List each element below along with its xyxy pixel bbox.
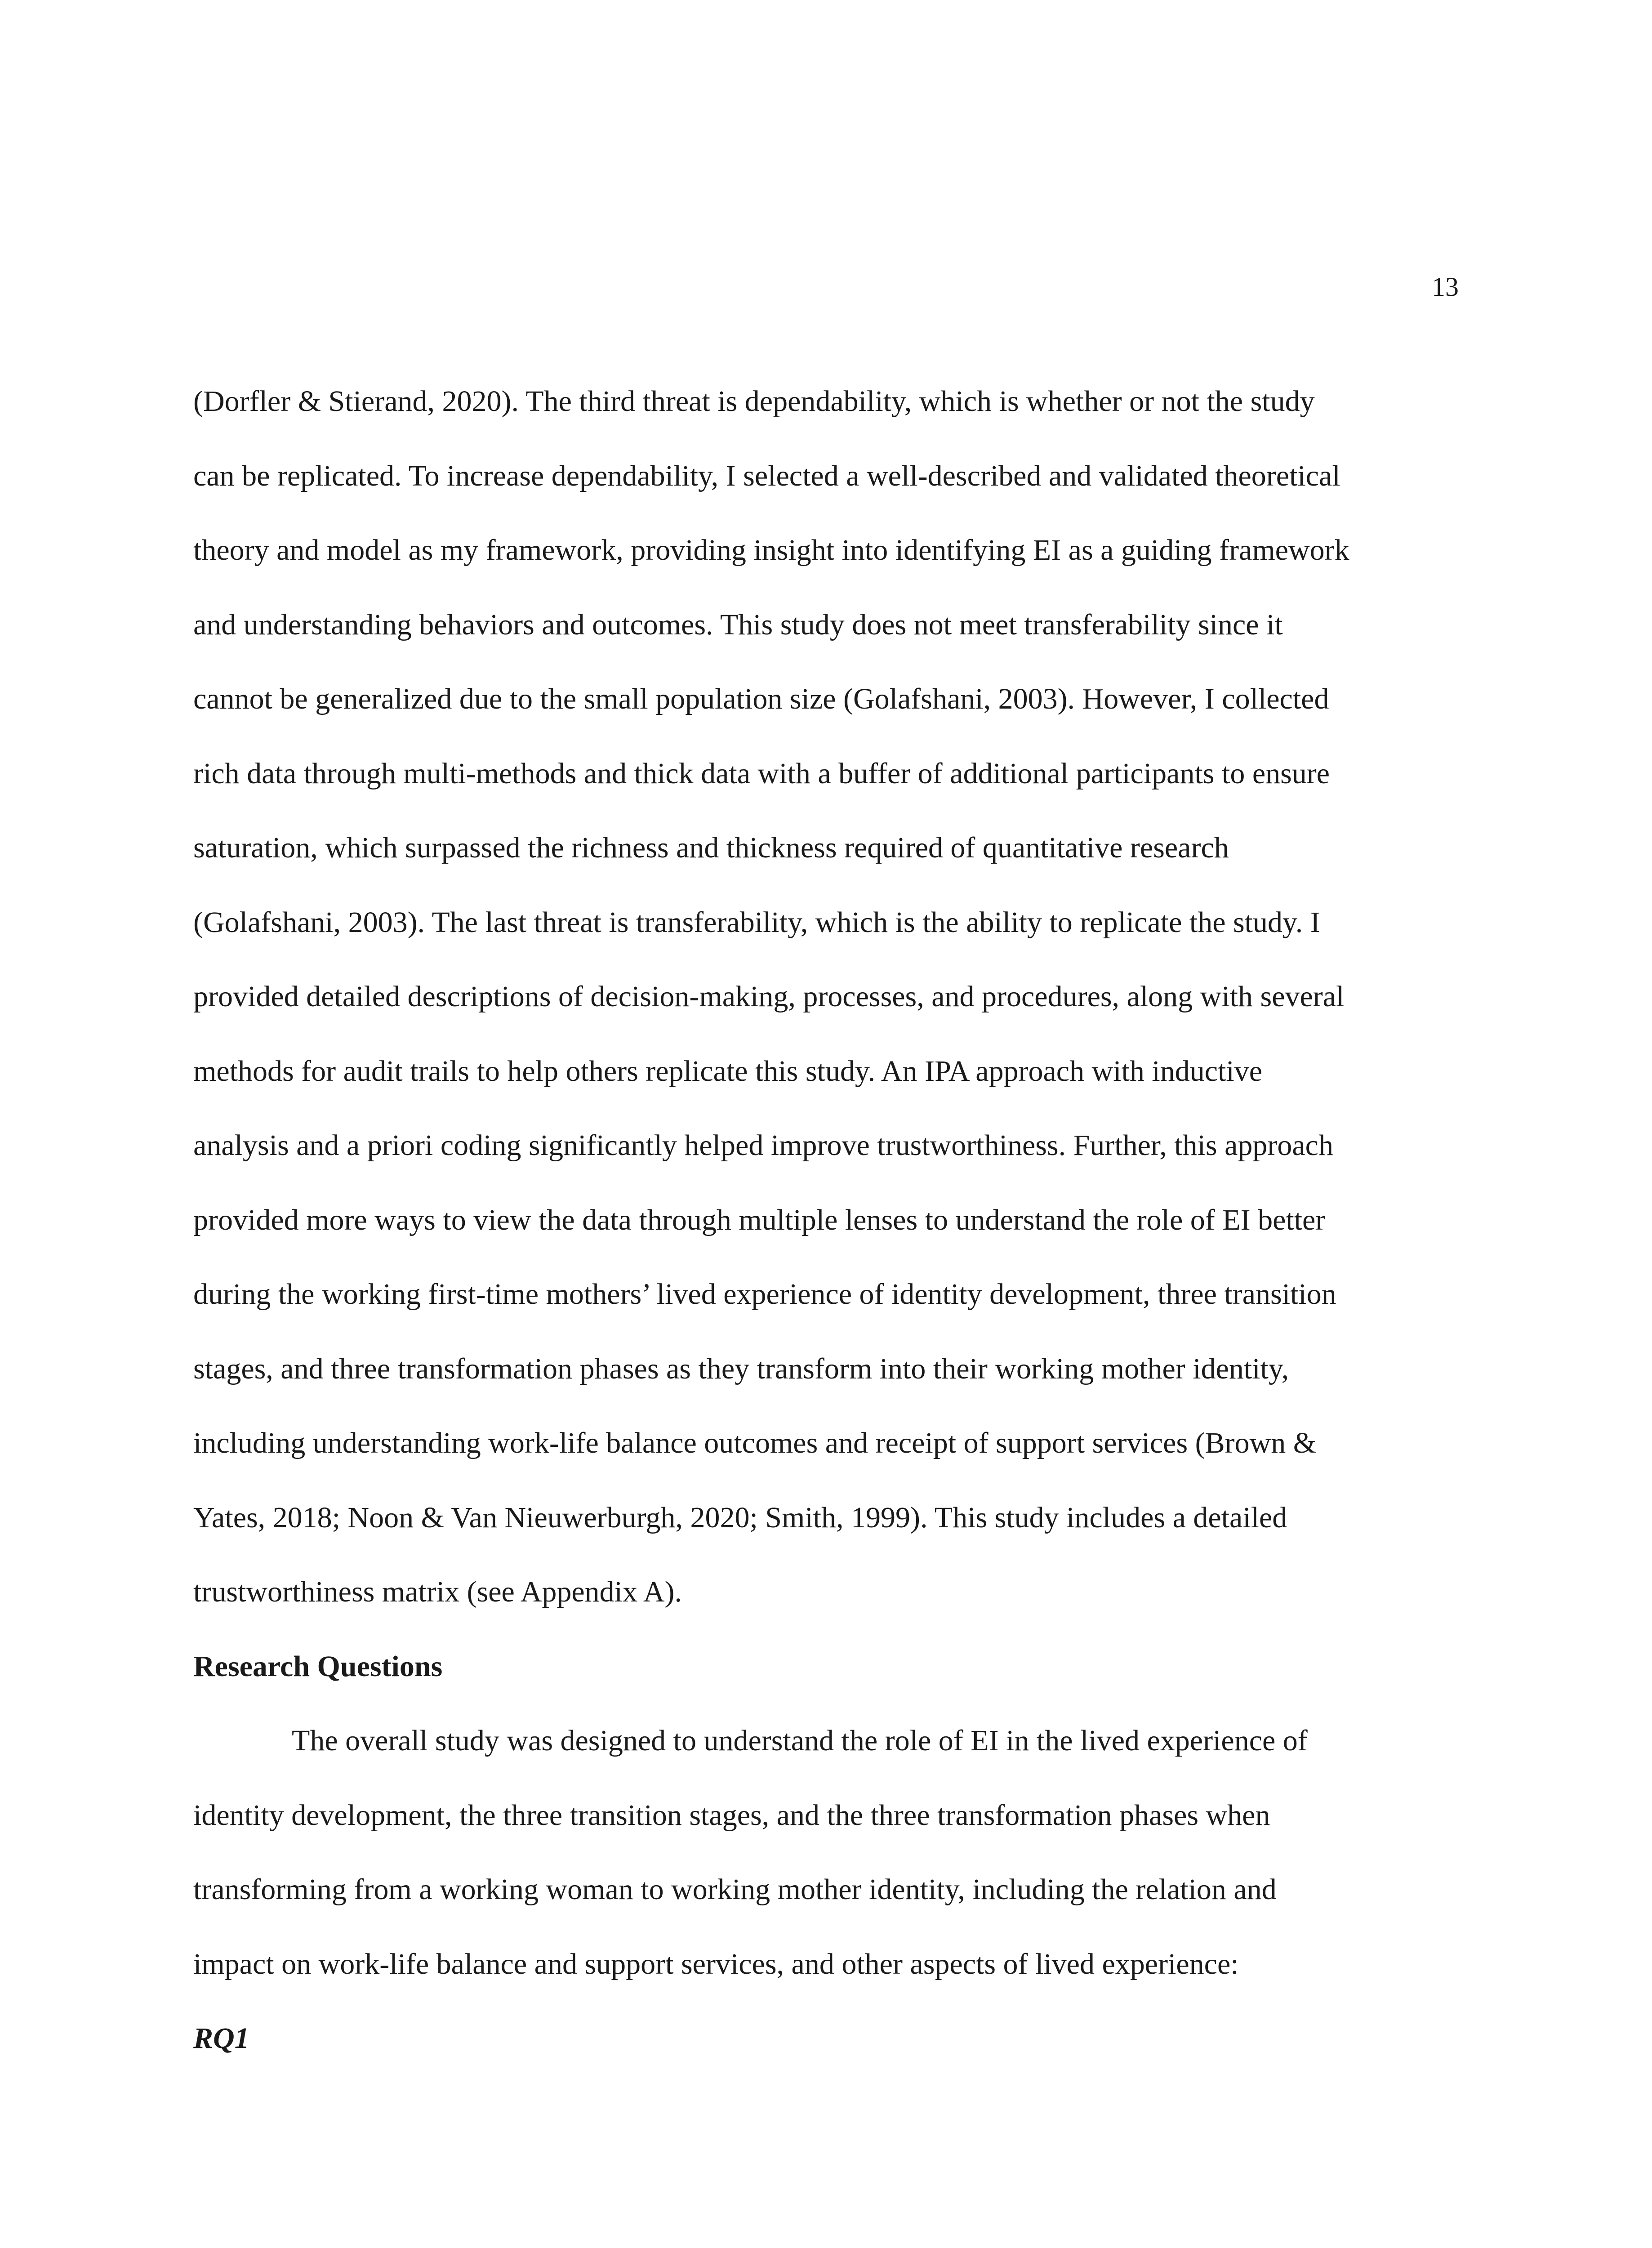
text-line: rich data through multi-methods and thick data with a buffer of additional participants to ensure [193, 757, 1330, 790]
text-line: during the working first-time mothers’ lived experience of identity development, three transition [193, 1278, 1336, 1311]
text-line: stages, and three transformation phases as they transform into their working mother identity, [193, 1352, 1289, 1385]
text-line: provided detailed descriptions of decision-making, processes, and procedures, along with several [193, 980, 1345, 1013]
section-heading: Research Questions [193, 1650, 443, 1683]
text-line: impact on work-life balance and support services, and other aspects of lived experience: [193, 1947, 1239, 1980]
text-line: Yates, 2018; Noon & Van Nieuwerburgh, 2020; Smith, 1999). This study includes a detailed [193, 1501, 1287, 1534]
subheading-rq1: RQ1 [193, 2022, 249, 2055]
text-line: methods for audit trails to help others replicate this study. An IPA approach with inductive [193, 1054, 1263, 1088]
paragraph-trustworthiness [193, 364, 1479, 1629]
text-line: cannot be generalized due to the small population size (Golafshani, 2003). However, I collected [193, 682, 1329, 715]
document-body [193, 364, 1479, 2076]
text-line: trustworthiness matrix (see Appendix A). [193, 1575, 682, 1608]
text-line: provided more ways to view the data through multiple lenses to understand the role of EI better [193, 1203, 1326, 1236]
text-line: transforming from a working woman to working mother identity, including the relation and [193, 1873, 1277, 1906]
text-line: saturation, which surpassed the richness and thickness required of quantitative research [193, 831, 1229, 864]
text-line: theory and model as my framework, providing insight into identifying EI as a guiding framework [193, 534, 1349, 566]
page-number: 13 [1432, 272, 1459, 302]
text-line: (Golafshani, 2003). The last threat is transferability, which is the ability to replicate the study. I [193, 905, 1320, 939]
text-line: identity development, the three transition stages, and the three transformation phases when [193, 1798, 1270, 1832]
text-line: (Dorfler & Stierand, 2020). The third threat is dependability, which is whether or not the study [193, 385, 1315, 418]
text-line: can be replicated. To increase dependability, I selected a well-described and validated theoretical [193, 459, 1340, 492]
text-line: analysis and a priori coding significantly helped improve trustworthiness. Further, this approach [193, 1129, 1333, 1162]
text-line: including understanding work-life balance outcomes and receipt of support services (Brown & [193, 1427, 1317, 1459]
text-line: and understanding behaviors and outcomes. This study does not meet transferability since it [193, 608, 1283, 641]
paragraph-research-questions [193, 1704, 1479, 2001]
text-line: The overall study was designed to understand the role of EI in the lived experience of [292, 1724, 1308, 1757]
